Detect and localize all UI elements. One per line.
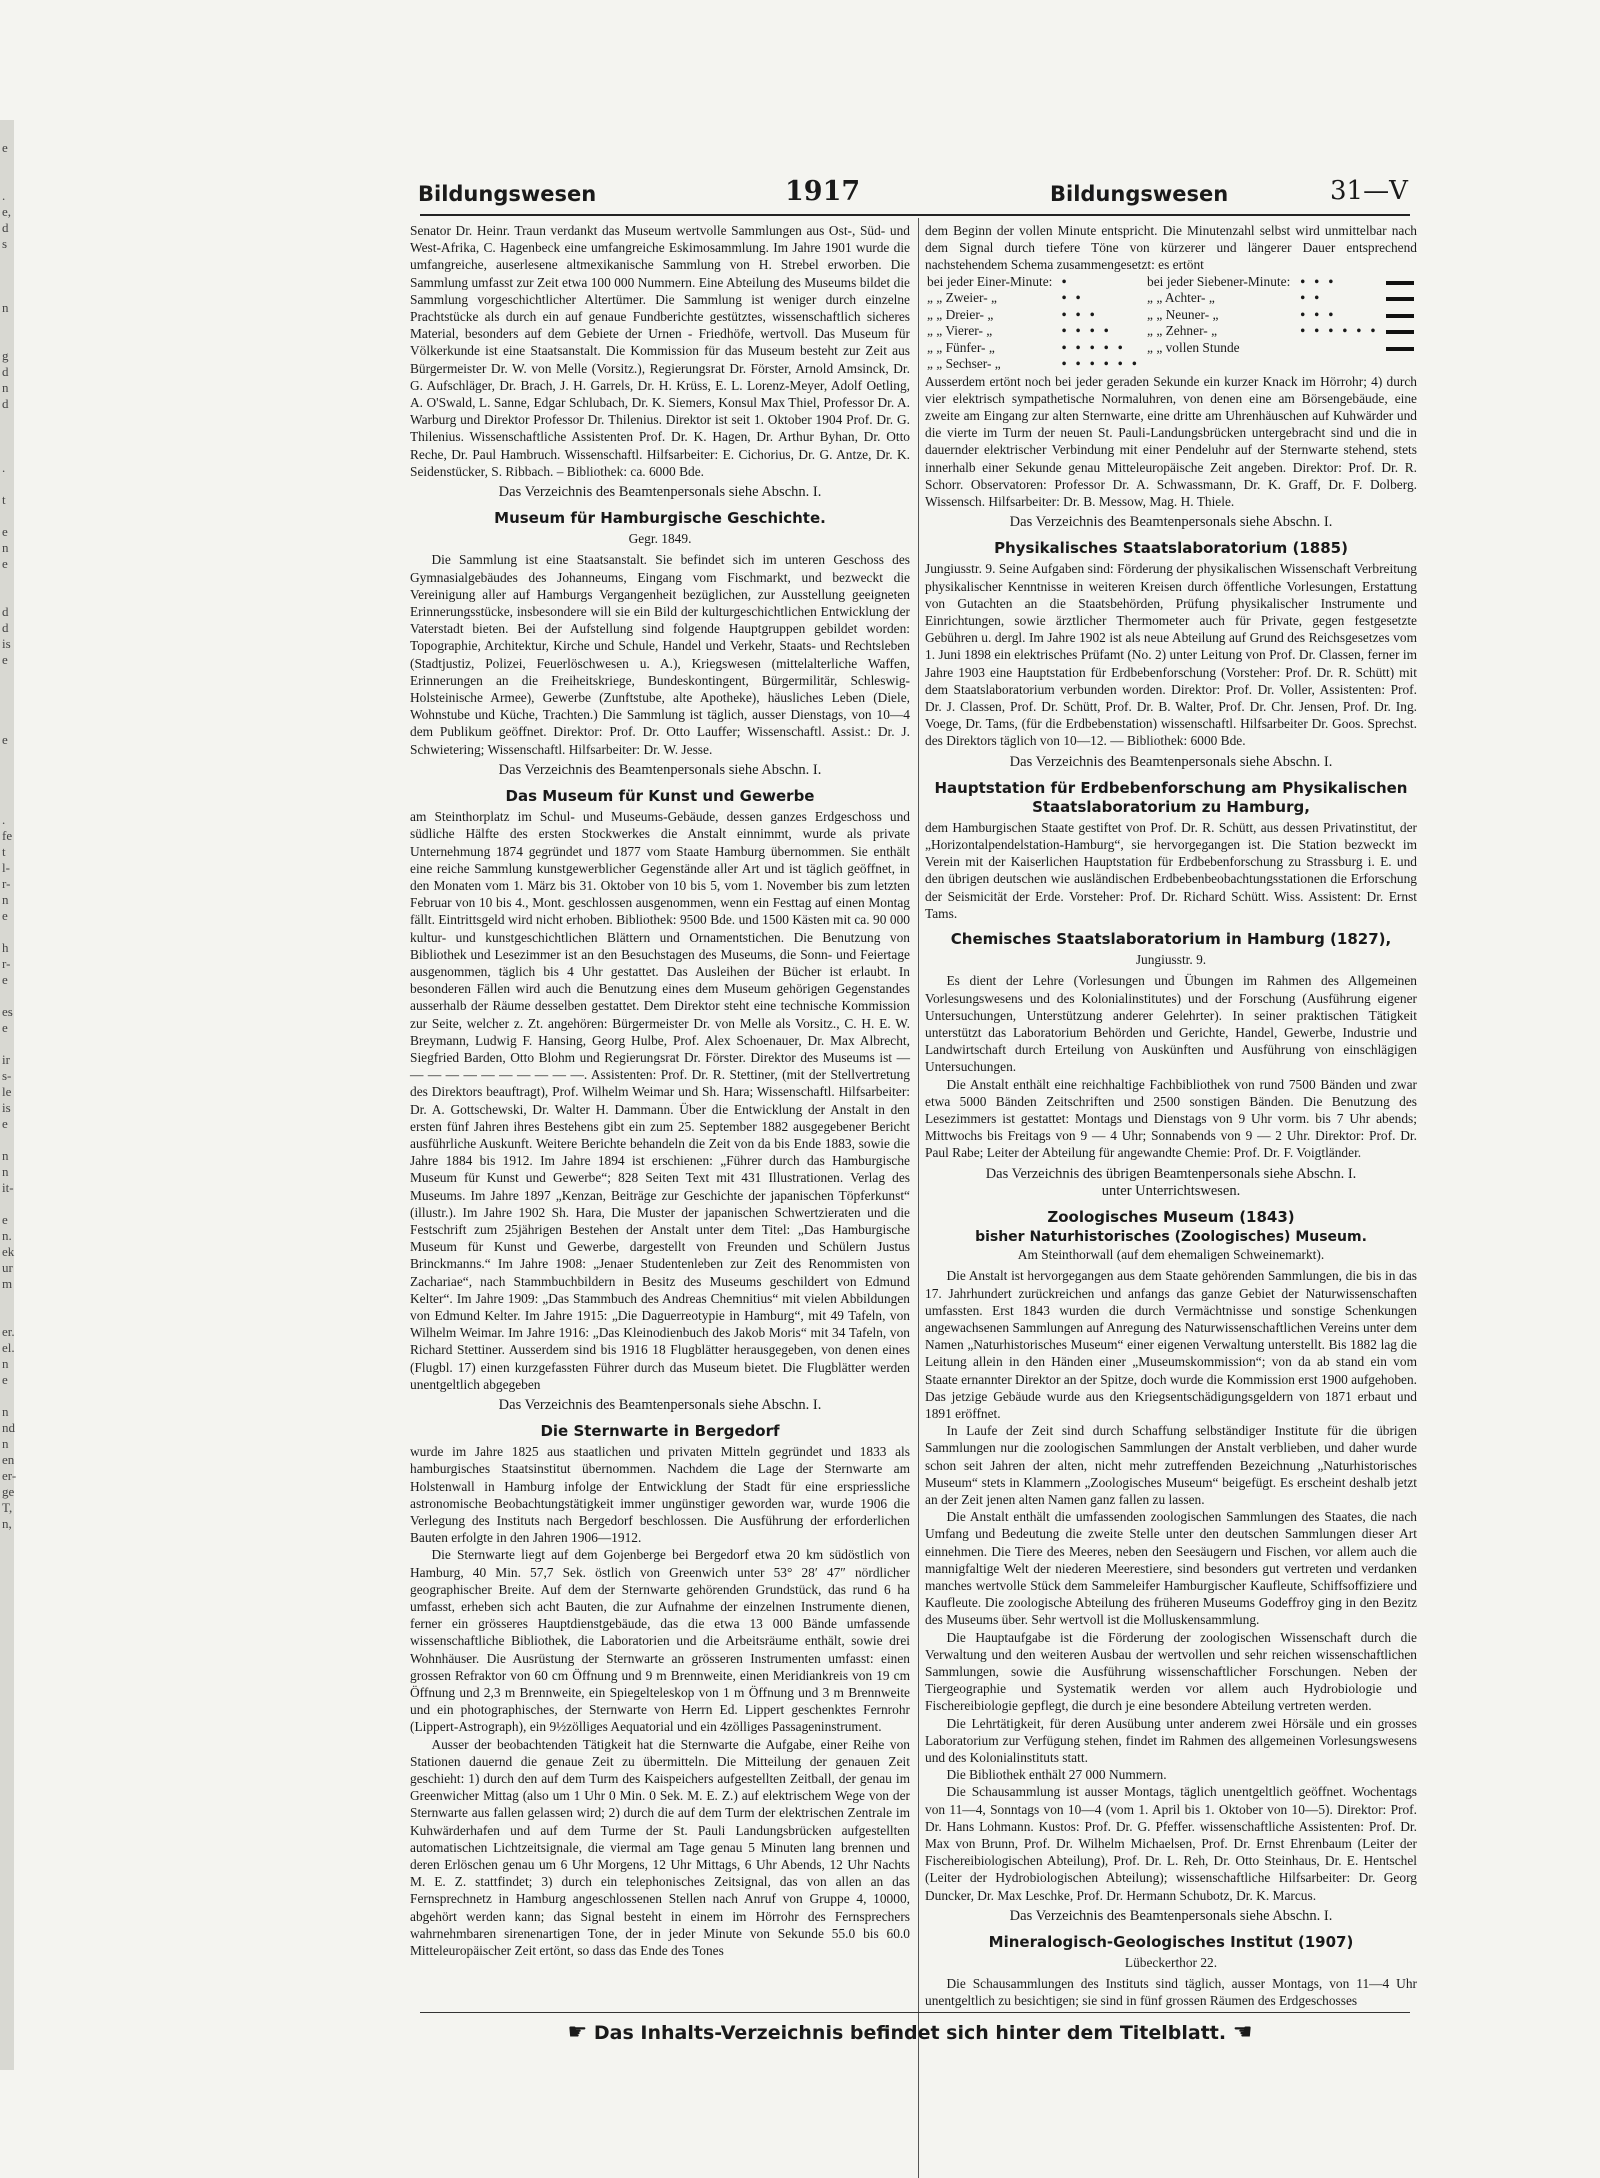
edge-letter [2, 588, 16, 604]
edge-letter: er- [2, 1468, 17, 1483]
edge-letter: r- [2, 876, 11, 891]
schema-head-left: bei jeder Einer-Minute: [927, 273, 1053, 289]
staff-reference: Das Verzeichnis des Beamtenpersonals siehe Abschn. I. [1009, 753, 1333, 770]
section-body: Die Anstalt ist hervorgegangen aus dem Staate gehörenden Sammlungen, die bis in das 17. Jahrhundert zurückreichen und anfangs das ganze Gebiet der Naturwissenschaften umfassten. Erst 1843 wurden die durch Vermächtnisse und sonstige Schenkungen angewachsenen Sammlungen auf Anregung des Naturwissenschaftlichen Vereins unter dem Namen „Naturhistorisches Museum“ einer eigenen Verwaltung unterstellt. Bis 1882 lag die Leitung allein in den Händen einer „Museumskommission“; von da ab stand ein vom Staate ernannter Direktor an der Spitze, doch wurde die Kommission erst 1900 aufgehoben. Das jetzige Gebäude wurde aus den Kriegsentschädigungsgeldern von 1871 erbaut und 1891 eröffnet. [925, 1268, 1417, 1421]
section-subtitle: Gegr. 1849. [628, 531, 692, 547]
edge-letter: n [2, 1404, 9, 1419]
schema-label: „ „ Zweier- „ [927, 290, 997, 306]
section-body: dem Hamburgischen Staate gestiftet von Prof. Dr. R. Schütt, aus dessen Privatinstitut, der „Horizontalpendelstation-Hamburg“, sie hervorgegangen ist. Die Station bezweckt im Verein mit der Kaiserlichen Hauptstation für Erdbebenforschung zu Strassburg i. E. und den übrigen deutschen wie ausländischen Erdbebenbeobachtungsstationen die Erforschung der Seismicität der Erde. Vorsteher: Prof. Dr. Richard Schütt. Wiss. Assistent: Dr. Ernst Tams. [925, 819, 1417, 921]
schema-dots: • • • [1300, 306, 1337, 322]
edge-letter: ek [2, 1244, 15, 1259]
schema-dots: • [1061, 273, 1083, 289]
section-title-physikalisches: Physikalisches Staatslaboratorium (1885) [994, 539, 1348, 558]
edge-letter: d [2, 364, 9, 379]
edge-letter: e [2, 1372, 8, 1387]
edge-letter: g [2, 348, 9, 363]
section-body: Es dient der Lehre (Vorlesungen und Übungen im Rahmen des Allgemeinen Vorlesungswesens und des Kolonialinstitutes) und der Forschung (Ausführung eigener Untersuchungen, Unterstützung anderer Gelehrter). In seiner praktischen Tätigkeit unterstützt das Laboratorium Behörden und Gerichte, Handel, Gewerbe, Industrie und Landwirtschaft durch Erteilung von Auskünften und Ausführung von einschlägigen Untersuchungen. [925, 973, 1417, 1075]
edge-letter [2, 764, 16, 780]
schema-label [1145, 356, 1298, 373]
page-footer [410, 2020, 1410, 2045]
schema-empty [1384, 356, 1417, 373]
edge-letter [2, 1132, 16, 1148]
edge-letter: e [2, 140, 8, 155]
edge-letter: e [2, 1212, 8, 1227]
schema-dots: • • • [1300, 273, 1337, 289]
staff-reference: Das Verzeichnis des übrigen Beamtenpersonals siehe Abschn. I. [985, 1165, 1357, 1182]
edge-letter: is [2, 636, 11, 651]
edge-letters [2, 140, 16, 1532]
edge-letter: n [2, 1164, 9, 1179]
section-body: Die Hauptaufgabe ist die Förderung der zoologischen Wissenschaft durch die Verwaltung und den weiteren Ausbau der wertvollen und sehr reichen wissenschaftlichen Sammlungen, sowie die Ausführung wissenschaftlicher Forschungen. Neben der Tiergeographie und Systematik werden vor allem auch Hydrobiologie und Fischereibiologie gepflegt, die durch je eine besondere Abteilung vertreten werden. [925, 1629, 1417, 1714]
edge-letter: e, [2, 204, 12, 219]
section-body: Ausserdem ertönt noch bei jeder geraden Sekunde ein kurzer Knack im Hörrohr; 4) durch vier elektrisch sympathetische Normaluhren, von denen eine am Börsengebäude, eine zweite am Eingang zur alten Sternwarte, eine dritte am Uhrenhäuschen auf Kuhwärder und die vierte im Turm der neuen St. Pauli-Landungsbrücken untergebracht sind und die in dauernder elektrischer Verbindung mit einer Pendeluhr auf der Sternwarte stehend, stets innerhalb einer Sekunde genau Mitteleuropäische Zeit angeben. Direktor: Prof. Dr. R. Schorr. Observatoren: Professor Dr. A. Schwassmann, Dr. K. Graff, Dr. F. Dolberg. Wissensch. Hilfsarbeiter: Dr. B. Messow, Mag. H. Thiele. [925, 373, 1417, 510]
section-title-mineralogisch: Mineralogisch-Geologisches Institut (1907) [988, 1933, 1354, 1952]
edge-letter: el. [2, 1340, 15, 1355]
edge-letter: . [2, 460, 6, 475]
header-year: 1917 [785, 176, 861, 207]
section-title-kunst-gewerbe: Das Museum für Kunst und Gewerbe [505, 787, 815, 806]
edge-letter [2, 716, 16, 732]
staff-reference: Das Verzeichnis des Beamtenpersonals siehe Abschn. I. [498, 1397, 822, 1413]
section-subtitle: Am Steinthorwall (auf dem ehemaligen Schweinemarkt). [1017, 1247, 1325, 1263]
schema-dots [1298, 340, 1383, 357]
header-rule [420, 214, 1410, 216]
edge-letter [2, 1292, 16, 1308]
edge-letter [2, 284, 16, 300]
staff-reference: Das Verzeichnis des Beamtenpersonals siehe Abschn. I. [1009, 1907, 1333, 1924]
edge-letter: it- [2, 1180, 14, 1195]
edge-letter: n [2, 300, 9, 315]
section-title-chemisches: Chemisches Staatslaboratorium in Hamburg (1827), [950, 930, 1392, 949]
edge-letter [2, 1036, 16, 1052]
schema-bar [1384, 274, 1417, 291]
edge-letter: n [2, 1356, 9, 1371]
section-body: Die Lehrtätigkeit, für deren Ausübung unter anderem zwei Hörsäle und ein grosses Laboratorium zur Verfügung stehen, findet im Rahmen des allgemeinen Vorlesungswesens und des Kolonialinstituts statt. [925, 1715, 1417, 1766]
header-left-title: Bildungswesen [418, 182, 597, 206]
edge-letter [2, 1308, 16, 1324]
edge-letter: es [2, 1004, 13, 1019]
edge-letter: e [2, 652, 8, 667]
edge-letter: s [2, 236, 8, 251]
schema-label: „ „ Zehner- „ [1147, 323, 1218, 339]
edge-letter: l- [2, 860, 10, 875]
edge-letter [2, 748, 16, 764]
edge-letter: s- [2, 1068, 12, 1083]
section-body: Die Schausammlungen des Instituts sind täglich, ausser Montags, von 11—4 Uhr unentgeltlich zu besichtigen; sie sind in fünf grossen Räumen des Erdgeschosses [925, 1976, 1417, 2009]
edge-letter: t [2, 492, 6, 507]
edge-letter: . [2, 812, 6, 827]
edge-letter: e [2, 908, 8, 923]
edge-letter: n [2, 540, 9, 555]
edge-letter: er. [2, 1324, 15, 1339]
edge-letter: h [2, 940, 9, 955]
right-column [925, 222, 1417, 2010]
header-right-title: Bildungswesen [1050, 182, 1229, 206]
schema-bar [1384, 340, 1417, 357]
edge-letter: e [2, 556, 8, 571]
schema-label: „ „ Neuner- „ [1147, 306, 1219, 322]
edge-letter [2, 700, 16, 716]
edge-letter: fe [2, 828, 13, 843]
edge-letter: . [2, 188, 6, 203]
page-header [410, 176, 1410, 216]
schema-label: „ „ vollen Stunde [1147, 339, 1240, 355]
schema-dots: • • • • • [1061, 339, 1126, 355]
time-signal-schema [925, 274, 1417, 373]
edge-letter: e [2, 1116, 8, 1131]
edge-letter: d [2, 604, 9, 619]
edge-letter [2, 172, 16, 188]
schema-label: „ „ Fünfer- „ [927, 339, 995, 355]
section-title-hamburgische-geschichte: Museum für Hamburgische Geschichte. [494, 509, 826, 528]
section-body: Die Schausammlung ist ausser Montags, täglich unentgeltlich geöffnet. Wochentags von 11—4, Sonntags von 10—4 (vom 1. April bis 1. Oktober von 10—5). Direktor: Prof. Dr. Hans Lohmann. Kustos: Prof. Dr. G. Pfeffer. wissenschaftliche Assistenten: Prof. Dr. Max von Brunn, Prof. Dr. Wilhelm Michaelsen, Prof. Dr. Ernst Ehrenbaum (Leiter der Fischereibiologischen Abteilung), Prof. Dr. L. Reh, Dr. Otto Steinhaus, Dr. E. Hentschel (Leiter der Hydrobiologischen Abteilung); wissenschaftliche Hilfsarbeiter: Dr. Georg Duncker, Dr. Max Leschke, Prof. Dr. Hermann Schubotz, Dr. K. Marcus. [925, 1784, 1417, 1903]
edge-letter [2, 252, 16, 268]
edge-letter: le [2, 1084, 12, 1099]
edge-letter: m [2, 1276, 13, 1291]
schema-dots: • • [1300, 290, 1323, 306]
edge-letter: ge [2, 1484, 15, 1499]
edge-letter [2, 268, 16, 284]
edge-letter [2, 332, 16, 348]
edge-letter [2, 412, 16, 428]
edge-letter [2, 1196, 16, 1212]
edge-letter [2, 156, 16, 172]
schema-label: „ „ Vierer- „ [927, 323, 993, 339]
edge-letter [2, 988, 16, 1004]
edge-letter: d [2, 220, 9, 235]
schema-dots: • • • • • • [1300, 323, 1379, 339]
edge-letter: e [2, 1020, 8, 1035]
edge-letter: n, [2, 1516, 12, 1531]
edge-letter [2, 780, 16, 796]
edge-letter: d [2, 396, 9, 411]
sternwarte-continuation: dem Beginn der vollen Minute entspricht. Die Minutenzahl selbst wird unmittelbar nach dem Signal durch tiefere Töne von kürzerer und längerer Dauer entsprechend nachstehendem Schema zusammengesetzt: es ertönt [925, 223, 1417, 273]
schema-bar [1384, 323, 1417, 340]
edge-letter: nd [2, 1420, 15, 1435]
edge-letter: is [2, 1100, 11, 1115]
column-divider [918, 218, 919, 2178]
edge-letter [2, 476, 16, 492]
section-body: am Steinthorplatz im Schul- und Museums-Gebäude, dessen ganzes Erdgeschoss und südliche Hälfte des ersten Stockwerkes die Anstalt einnimmt, wurde als private Unternehmung 1874 gegründet und 1877 vom Staate Hamburg übernommen. Sie enthält eine reiche Sammlung kunstgewerblicher Gegenstände aller Art und ist täglich geöffnet, in den Monaten vom 1. März bis 31. Oktober von 10 bis 5, vom 1. November bis zum letzten Februar von 10 bis 4., Mont. geschlossen ausgenommen, wenn ein Festtag auf einen Montag fällt. Eintrittsgeld wird nicht erhoben. Bibliothek: 9500 Bde. und 1500 Kästen mit ca. 90 000 kultur- und kunstgeschichtlichen Blättern und Ornamentstichen. Die Benutzung von Bibliothek und Lesezimmer ist an den Besuchstagen des Museums, die Sonn- und Feiertage ausgenommen, täglich bis 4 Uhr gestattet. Das Ausleihen der Bücher ist erlaubt. In besonderen Fällen wird auch die Benutzung eines dem Museum gehörigen Gegenstandes ausserhalb der Räume desselben gestattet. Dem Direktor steht eine technische Kommission zur Seite, welcher z. Zt. angehören: Bürgermeister Dr. von Melle als Vorsitz., C. H. E. W. Breymann, Ludwig F. Hansing, Georg Hulbe, Prof. Alex Schoenauer, Dr. Max Albrecht, Siegfried Barden, Otto Blohm und Regierungsrat Dr. Förster. Direktor des Museums ist — — — — — — — — — — —. Assistenten: Prof. Dr. R. Stettiner, (mit der Stellvertretung des Direktors beauftragt), Prof. Wilhelm Weimar und Sh. Hara; Wissenschaftl. Hilfsarbeiter: Dr. A. Gottschewski, Dr. Walter H. Dammann. Über die Entwicklung der Anstalt in den ersten fünf Jahren ihres Bestehens gibt ein zum 25. September 1882 ausgegebener Bericht ausführliche Auskunft. Weitere Berichte behandeln die Zeit von da bis Ende 1883, sowie die Jahre 1884 bis 1912. Im Jahre 1894 ist erschienen: „Führer durch das Hamburgische Museum für Kunst und Gewerbe“; 828 Seiten Text mit 431 Illustrationen. Verlag des Museums. Im Jahre 1897 „Kenzan, Beiträge zur Geschichte der japanischen Töpferkunst“ (illustr.). Im Jahre 1902 Sh. Hara, Die Muster der japanischen Schwertzieraten und die Festschrift zum 25jährigen Bestehen der Anstalt unter dem Titel: „Das Hamburgische Museum für Kunst und Gewerbe, dargestellt von Freunden und Schülern Justus Brinckmanns.“ Im Jahre 1908: „Jenaer Studentenleben zur Zeit des Renommisten von Zachariae“, nach Stammbuchbildern in Besitz des Museums geschildert von Edmund Kelter“. Im Jahre 1909: „Das Stammbuch des Andreas Chemnitius“ mit vielen Abbildungen von Edmund Kelter. Im Jahre 1915: „Die Daguerreotypie in Hamburg“, mit 49 Tafeln, von Wilhelm Weimar. Im Jahre 1916: „Das Kleinodienbuch des Jakob Moris“ mit 34 Tafeln, von Richard Stettiner. Ausserdem sind bis 1916 18 Flugblätter herausgegeben, von denen eines (Flugbl. 17) einen kurzgefassten Führer durch das Museum bietet. Die Flugblätter werden unentgeltlich abgegeben [410, 809, 910, 1392]
section-title-zoologisches: Zoologisches Museum (1843) [1047, 1207, 1295, 1226]
edge-letter: n [2, 380, 9, 395]
section-body: Die Anstalt enthält eine reichhaltige Fachbibliothek von rund 7500 Bänden und zwar etwa 5000 Bänden Zeitschriften und 2500 sonstigen Bänden. Die Benutzung des Lesezimmers ist gestattet: Montags und Dienstags von 9 Uhr vorm. bis 7 Uhr abends; Mittwochs bis Freitags von 9 — 4 Uhr; Sonnabends von 9 — 2 Uhr. Direktor: Prof. Dr. Paul Rabe; Leiter der Abteilung für angewandte Chemie: Prof. Dr. F. Voigtländer. [925, 1076, 1417, 1161]
page-number: 31—V [1330, 176, 1408, 206]
edge-letter: n. [2, 1228, 12, 1243]
edge-letter: d [2, 620, 9, 635]
schema-bar [1384, 307, 1417, 324]
edge-letter: n [2, 892, 9, 907]
edge-letter: ir [2, 1052, 10, 1067]
edge-letter: e [2, 732, 8, 747]
edge-letter [2, 1388, 16, 1404]
section-subtitle: bisher Naturhistorisches (Zoologisches) Museum. [975, 1228, 1367, 1245]
pointing-hand-right-icon: ☚ [1232, 2020, 1253, 2045]
staff-reference: Das Verzeichnis des Beamtenpersonals siehe Abschn. I. [1009, 514, 1333, 531]
edge-letter [2, 572, 16, 588]
edge-letter [2, 796, 16, 812]
schema-dots: • • [1061, 290, 1084, 306]
schema-bar [1384, 290, 1417, 307]
edge-letter [2, 316, 16, 332]
edge-letter [2, 924, 16, 940]
voelkerkunde-continuation: Senator Dr. Heinr. Traun verdankt das Museum wertvolle Sammlungen aus Ost-, Süd- und West-Afrika, C. Hagenbeck eine umfangreiche Eskimosammlung. Im Jahre 1901 wurde die umfangreiche, auserlesene altmexikanische Sammlung von H. Strebel erworben. Die Sammlung umfasst zur Zeit etwa 100 000 Nummern. Eine Abteilung des Museums bildet die Sammlung vorgeschichtlicher Altertümer. Die Sammlung ist weniger durch einzelne Prachtstücke als durch ein auf genaue Fundberichte gestütztes, wissenschaftlich sicheres Material, besonders auf dem Gebiete der Urnen - Friedhöfe, wertvoll. Das Museum für Völkerkunde ist eine Staatsanstalt. Die Kommission für das Museum besteht zur Zeit aus Bürgermeister Dr. W. von Melle (Vorsitz.), Regierungsrat Dr. Förster, Arnold Amsinck, Dr. G. Aufschläger, Dr. Brach, J. H. Garrels, Dr. H. Krüss, E. L. Lorenz-Meyer, Adolf Oetling, A. O'Swald, L. Sanne, Edgar Schlubach, Dr. K. Siemers, Konsul Max Thiel, Professor Dr. A. Warburg und Direktor Professor Dr. Thilenius. Direktor ist seit 1. Oktober 1904 Prof. Dr. G. Thilenius. Wissenschaftliche Assistenten Prof. Dr. K. Hagen, Dr. Arthur Byhan, Dr. Otto Reche, Dr. Paul Hambruch. Wissenschaftl. Hilfsarbeiter: E. Cichorius, Dr. G. Antze, Dr. K. Seidenstücker, S. Ribbach. – Bibliothek: ca. 6000 Bde. [410, 223, 910, 479]
edge-letter: n [2, 1436, 9, 1451]
edge-letter: e [2, 972, 8, 987]
staff-reference-sub: unter Unterrichtswesen. [1101, 1182, 1241, 1199]
schema-head-right: bei jeder Siebener-Minute: [1147, 273, 1291, 289]
section-body: Jungiusstr. 9. Seine Aufgaben sind: Förderung der physikalischen Wissenschaft Verbreitung physikalischer Kenntnisse in weiteren Kreisen durch öffentliche Vorlesungen, Erstattung von Gutachten an die Staatsbehörden, Prüfung physikalischer Instrumente und Einrichtungen, sowie ärztlicher Thermometer auch für Private, gegen festgesetzte Gebühren u. dergl. Im Jahre 1902 ist als neue Abteilung auf Grund des Reichsgesetzes vom 1. Juni 1898 ein elektrisches Prüfamt (No. 2) unter Leitung von Prof. Dr. Classen, ferner im Jahre 1903 eine Hauptstation für Erdbebenforschung (Vorsteher: Prof. Dr. R. Schütt) mit dem Staatslaboratorium verbunden worden. Direktor: Prof. Dr. Voller, Assistenten: Prof. Dr. J. Classen, Prof. Dr. Schütt, Prof. Dr. B. Walter, Prof. Dr. Chr. Jensen, Prof. Dr. Ing. Voege, Dr. Tams, (für die Erdbebenstation) wissenschaftl. Hilfsarbeiter Dr. Goos. Sprechst. des Direktors täglich von 10—12. — Bibliothek: 6000 Bde. [925, 561, 1417, 749]
schema-dots: • • • • [1061, 323, 1112, 339]
section-body: Ausser der beobachtenden Tätigkeit hat die Sternwarte die Aufgabe, einer Reihe von Stationen dauernd die genaue Zeit zu übermitteln. Die Mitteilung der genauen Zeit geschieht: 1) durch den auf dem Turm des Kaispeichers aufgestellten Zeitball, der genau im Greenwicher Mittag (also um 1 Uhr 0 Min. 0 Sek. M. E. Z.) auf elektrischem Wege von der Sternwarte aus fallen gelassen wird; 2) durch die auf dem Turm der elektrischen Zentrale im Kuhwärderhafen und auf dem Turme der St. Pauli Landungsbrücken aufgestellten automatischen Lichtzeitsignale, die viermal am Tage genau 5 Minuten lang brennen und deren Erlöschen genau um 6 Uhr Morgens, 12 Uhr Mittags, 6 Uhr Abends, 12 Uhr Nachts M. E. Z. stattfindet; 3) durch ein telephonisches Zeitsignal, das von allen an das Fernsprechnetz in Hamburg angeschlossenen Stellen nach Anruf von Gruppe 4, 10000, abgehört werden kann; das Signal besteht in einem im Hörrohr des Fernsprechers wahrnehmbaren sirenenartigen Tone, der in jeder Minute von Sekunde 55.0 bis 60.0 Mitteleuropäischer Zeit ertönt, so dass das Ende des Tones [410, 1736, 910, 1959]
schema-label: „ „ Achter- „ [1147, 290, 1215, 306]
schema-label: „ „ Dreier- „ [927, 306, 994, 322]
staff-reference: Das Verzeichnis des Beamtenpersonals siehe Abschn. I. [498, 761, 822, 778]
edge-letter: ur [2, 1260, 13, 1275]
section-body: Die Sternwarte liegt auf dem Gojenberge bei Bergedorf etwa 20 km südöstlich von Hamburg, 40 Min. 57,7 Sek. östlich von Greenwich unter 53° 28′ 47″ nördlicher geographischer Breite. Auf dem der Sternwarte gehörenden Grundstück, das rund 6 ha umfasst, erheben sich acht Bauten, die zur Aufnahme der einzelnen Instrumente dienen, ferner ein grösseres Hauptdienstgebäude, das die etwa 13 000 Bände umfassende wissenschaftliche Bibliothek, die Laboratorien und die Arbeitsräume enthält, sowie drei Wohnhäuser. Die Ausrüstung der Sternwarte an grösseren Instrumenten umfasst: einen grossen Refraktor von 60 cm Öffnung und 9 m Brennweite, einen Meridiankreis von 19 cm Öffnung und 2,3 m Brennweite, ein Spiegelteleskop von 1 m Öffnung und 3 m Brennweite und ein photographisches, der Sternwarte von Herrn Ed. Lippert geschenktes Fernrohr (Lippert-Astrograph), ein 9½zölliges Aequatorial und ein 4zölliges Passageninstrument. [410, 1547, 910, 1735]
edge-letter: r- [2, 956, 11, 971]
section-title-sternwarte: Die Sternwarte in Bergedorf [540, 1422, 780, 1441]
edge-letter [2, 668, 16, 684]
schema-dots [1298, 356, 1383, 373]
section-subtitle: Lübeckerthor 22. [1124, 1955, 1218, 1971]
left-column [410, 222, 910, 1959]
section-body: Die Bibliothek enthält 27 000 Nummern. [946, 1767, 1167, 1783]
schema-label: „ „ Sechser- „ [927, 356, 1001, 372]
edge-letter: T, [2, 1500, 13, 1515]
edge-letter [2, 508, 16, 524]
section-body: Die Anstalt enthält die umfassenden zoologischen Sammlungen des Staates, die nach Umfang und Bedeutung die zweite Stelle unter den deutschen Sammlungen dieser Art einnehmen. Die Tiere des Meeres, neben den Seesäugern und Fischen, vor allem auch die mannigfaltige Welt der niederen Meerestiere, sind besonders gut vertreten und verdanken manches wertvolle Stück dem Sammeleifer Hamburgischer Kaufleute, Schiffsoffiziere und Kaufleute. Die zoologische Abteilung des früheren Museums Godeffroy ging in den Bezitz des Museums über. Sehr wertvoll ist die Molluskensammlung. [925, 1509, 1417, 1628]
edge-letter: en [2, 1452, 15, 1467]
edge-letter: e [2, 524, 8, 539]
section-body: wurde im Jahre 1825 aus staatlichen und privaten Mitteln gegründet und 1833 als hamburgisches Staatsinstitut übernommen. Nachdem die Lage der Sternwarte am Holstenwall in Hamburg infolge der Entwicklung der Stadt für eine erspriessliche astronomische Beobachtungstätigkeit immer ungünstiger geworden war, wurde 1906 die Verlegung des Instituts nach Bergedorf beschlossen. Die Ausführung der erforderlichen Bauten erfolgte in den Jahren 1906—1912. [410, 1444, 910, 1546]
edge-letter [2, 444, 16, 460]
staff-reference: Das Verzeichnis des Beamtenpersonals siehe Abschn. I. [498, 484, 822, 501]
section-title-erdbebenforschung: Hauptstation für Erdbebenforschung am Physikalischen Staatslaboratorium zu Hamburg, [934, 778, 1408, 816]
schema-dots: • • • • • • [1061, 356, 1140, 372]
edge-letter: n [2, 1148, 9, 1163]
edge-letter [2, 428, 16, 444]
pointing-hand-left-icon: ☛ [567, 2020, 588, 2045]
footer-rule [420, 2012, 1410, 2013]
section-body: Die Sammlung ist eine Staatsanstalt. Sie befindet sich im unteren Geschoss des Gymnasialgebäudes des Johanneums, Eingang vom Fischmarkt, und bezweckt die Vereinigung aller auf Hamburgs Vergangenheit bezüglichen, zur Ausstellung geeigneten Erinnerungsstücke, insbesondere will sie ein Bild der kulturgeschichtlichen Entwicklung der Vaterstadt bieten. Bei der Aufstellung sind folgende Hauptgruppen gebildet worden: Topographie, Architektur, Kirche und Schule, Handel und Verkehr, Staats- und Rechtsleben (Stadtjustiz, Polizei, Feuerlöschwesen u. A.), Kriegswesen (mittelalterliche Waffen, Erinnerungen an die Freiheitskriege, Bundeskontingent, Bürgermilitär, Schleswig-Holsteinische Armee), Gewerbe (Zunftstube, alte Apotheke), häusliches Leben (Diele, Wohnstube und Küche, Trachten.) Die Sammlung ist täglich, ausser Dienstags, von 10—4 dem Publikum geöffnet. Direktor: Prof. Dr. Otto Lauffer; Wissenschaftl. Assist.: Dr. J. Schwietering; Wissenschaftl. Hilfsarbeiter: Dr. W. Jesse. [410, 552, 910, 757]
footer-text: Das Inhalts-Verzeichnis befindet sich hinter dem Titelblatt. [593, 2022, 1227, 2044]
section-body: In Laufe der Zeit sind durch Schaffung selbständiger Institute für die übrigen Sammlungen nur die zoologischen Sammlungen der Anstalt verblieben, und daher wurde schon seit Jahren der alten, nicht mehr zutreffenden Bezeichnung „Naturhistorisches Museum“ stets in Klammern „Zoologisches Museum“ beigefügt. Es erscheint deshalb jetzt an der Zeit jenen alten Namen ganz fallen zu lassen. [925, 1423, 1417, 1507]
schema-dots: • • • [1061, 306, 1098, 322]
edge-letter: t [2, 844, 6, 859]
edge-letter [2, 684, 16, 700]
section-subtitle: Jungiusstr. 9. [1135, 952, 1207, 968]
